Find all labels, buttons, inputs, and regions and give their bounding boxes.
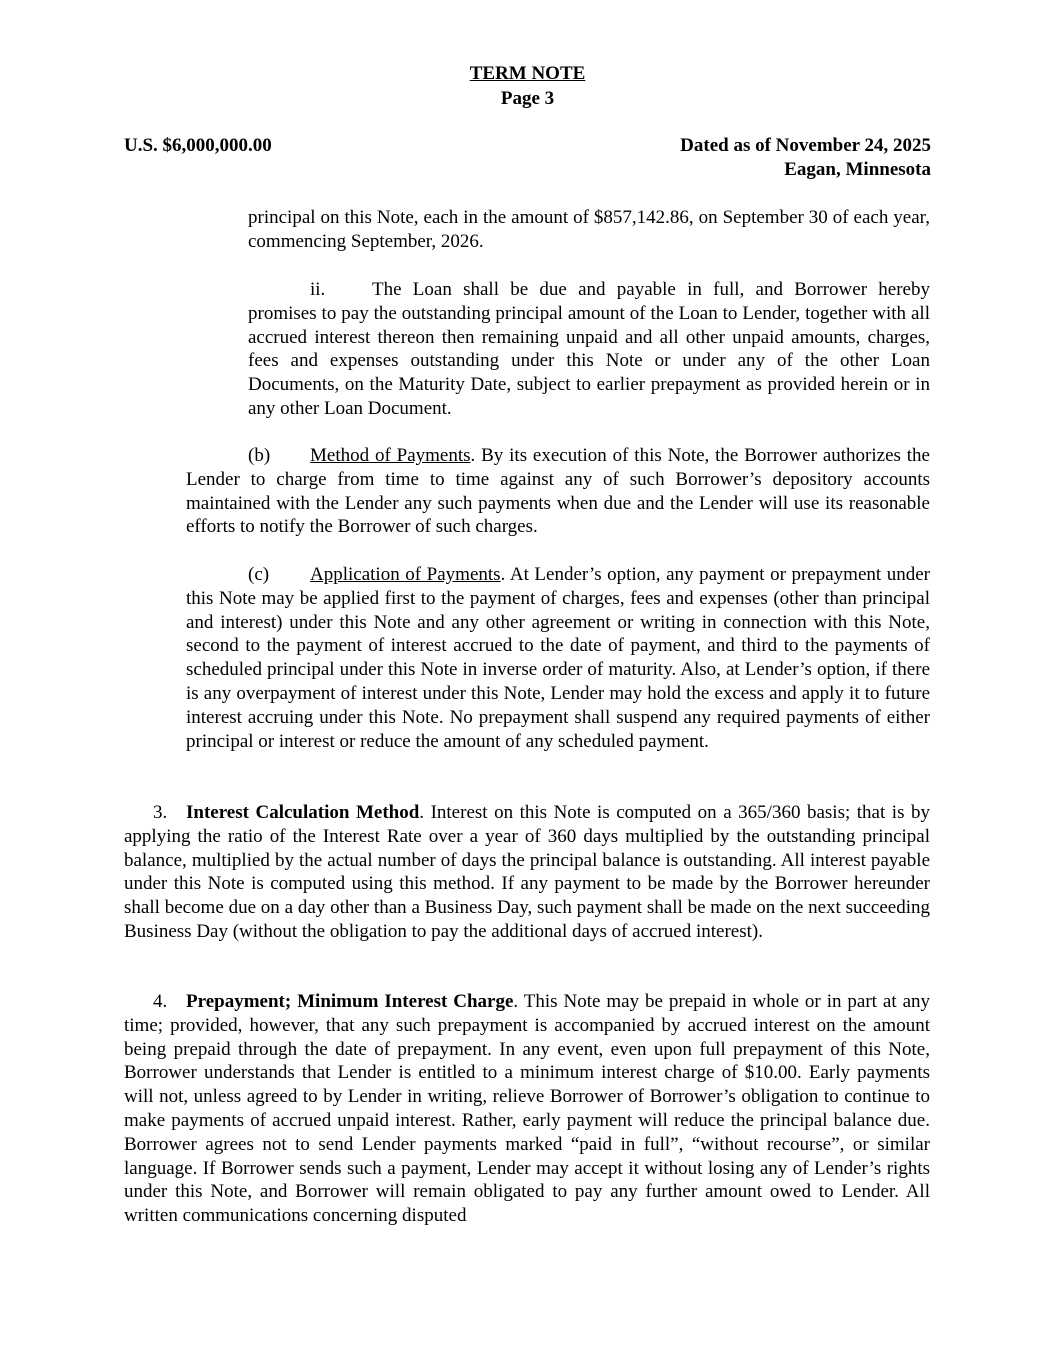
note-amount: U.S. $6,000,000.00 — [124, 135, 272, 156]
paragraph-text: . By its execution of this Note, the Borrower authorizes the Lender to charge from time to time against any of such Borrower’s depository accounts maintained with the Lender any such payments when due and the Lender will use its reasonable efforts to notify the Borrower of such charges. — [186, 445, 930, 538]
section-heading: Prepayment; Minimum Interest Charge — [186, 991, 514, 1012]
section-number: 3. — [153, 802, 168, 823]
section-number: 4. — [153, 991, 168, 1012]
note-date: Dated as of November 24, 2025 — [680, 135, 931, 156]
paragraph-ii-maturity — [248, 278, 930, 421]
section-3-interest-calculation — [124, 801, 930, 944]
paragraph-principal-installments: principal on this Note, each in the amount of $857,142.86, on September 30 of each year, commencing September, 2026. — [248, 207, 930, 252]
date-location-block — [680, 134, 931, 182]
section-heading: Interest Calculation Method — [186, 802, 420, 823]
section-4-prepayment — [124, 990, 930, 1228]
page-number: Page 3 — [500, 88, 555, 109]
paragraph-text: The Loan shall be due and payable in full, and Borrower hereby promises to pay the outstanding principal amount of the Loan to Lender, together with all accrued interest thereon then remaining unpaid and all other unpaid amounts, charges, fees and expenses outstanding under this Note or under any of the other Loan Documents, on the Maturity Date, subject to earlier prepayment as provided herein or in any other Loan Document. — [248, 279, 930, 419]
section-heading: Method of Payments — [310, 445, 471, 466]
paragraph-b-method-of-payments — [186, 444, 930, 539]
paragraph-text: . At Lender’s option, any payment or prepayment under this Note may be applied first to the payment of charges, fees and expenses (other than principal and interest) under this Note and any other agreement or writing in connection with this Note, second to the payment of interest accrued to the date of payment, and third to the payments of scheduled principal under this Note in inverse order of maturity. Also, at Lender’s option, if there is any overpayment of interest under this Note, Lender may hold the excess and apply it to future interest accruing under this Note. No prepayment shall suspend any required payments of either principal or interest or reduce the amount of any scheduled payment. — [186, 564, 930, 752]
note-location: Eagan, Minnesota — [784, 159, 931, 180]
section-heading: Application of Payments — [310, 564, 501, 585]
paragraph-marker: (b) — [248, 445, 271, 466]
paragraph-c-application-of-payments — [186, 563, 930, 753]
document-title — [0, 62, 1055, 86]
document-title-text: TERM NOTE — [469, 63, 586, 84]
paragraph-marker: ii. — [310, 279, 326, 300]
paragraph-text: . This Note may be prepaid in whole or in part at any time; provided, however, that any such prepayment is accompanied by accrued interest on the amount being prepaid through the date of prepayment. In any event, even upon full prepayment of this Note, Borrower understands that Lender is entitled to a minimum interest charge of $10.00. Early payments will not, unless agreed to by Lender in writing, relieve Borrower of Borrower’s obligation to continue to make payments of accrued unpaid interest. Rather, early payment will reduce the principal balance due. Borrower agrees not to send Lender payments marked “paid in full”, “without recourse”, or similar language. If Borrower sends such a payment, Lender may accept it without losing any of Lender’s rights under this Note, and Borrower will remain obligated to pay any further amount owed to Lender. All written communications concerning disputed — [124, 991, 930, 1227]
paragraph-marker: (c) — [248, 564, 270, 585]
paragraph-text: . Interest on this Note is computed on a 365/360 basis; that is by applying the ratio of the Interest Rate over a year of 360 days multiplied by the outstanding principal balance, multiplied by the actual number of days the principal balance is outstanding. All interest payable under this Note is computed using this method. If any payment to be made by the Borrower hereunder shall become due on a day other than a Business Day, such payment shall be made on the next succeeding Business Day (without the obligation to pay the additional days of accrued interest). — [124, 802, 930, 942]
